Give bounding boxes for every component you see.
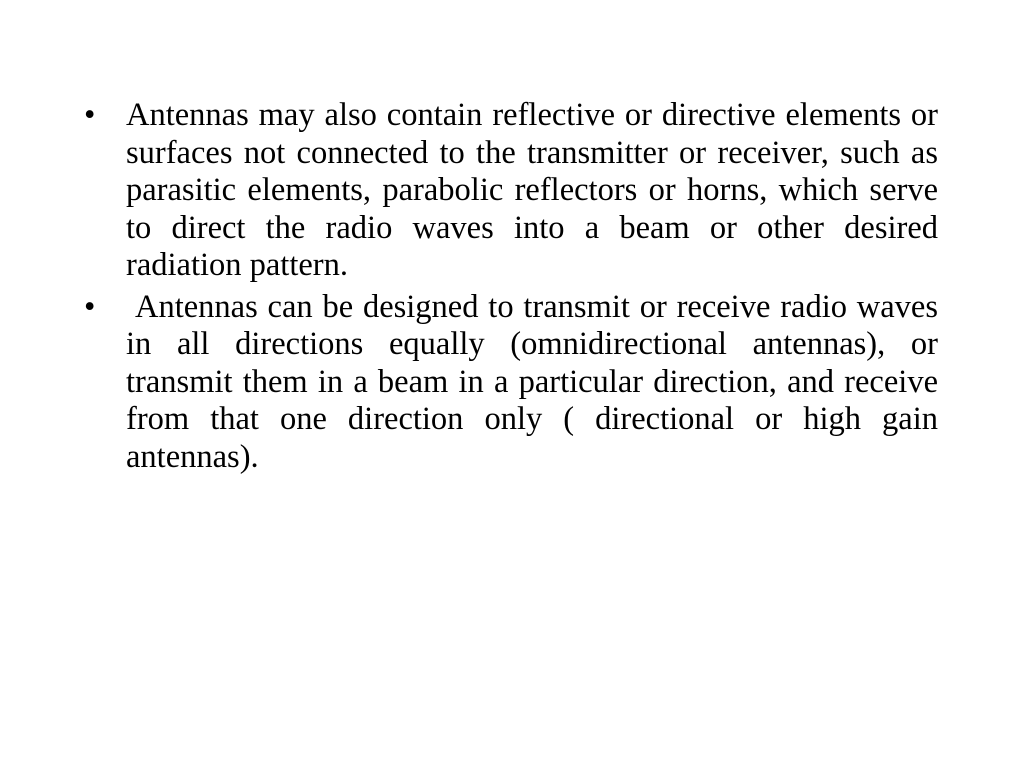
bullet-icon: • <box>84 97 96 133</box>
bullet-text: Antennas can be designed to transmit or receive radio waves in all directions equally (omnidirectional antennas), or transmit them in a beam in a particular direction, and receive from that one direction only ( directional or high gain antennas). <box>126 288 938 475</box>
bullet-text: Antennas may also contain reflective or directive elements or surfaces not connected to the transmitter or receiver, such as parasitic elements, parabolic reflectors or horns, which serve to direct the radio waves into a beam or other desired radiation pattern. <box>126 97 938 283</box>
bullet-item-antennas-reflective <box>84 97 938 285</box>
bullet-item-antennas-directional <box>84 289 938 477</box>
bullet-list <box>84 97 938 480</box>
bullet-icon: • <box>84 288 96 325</box>
